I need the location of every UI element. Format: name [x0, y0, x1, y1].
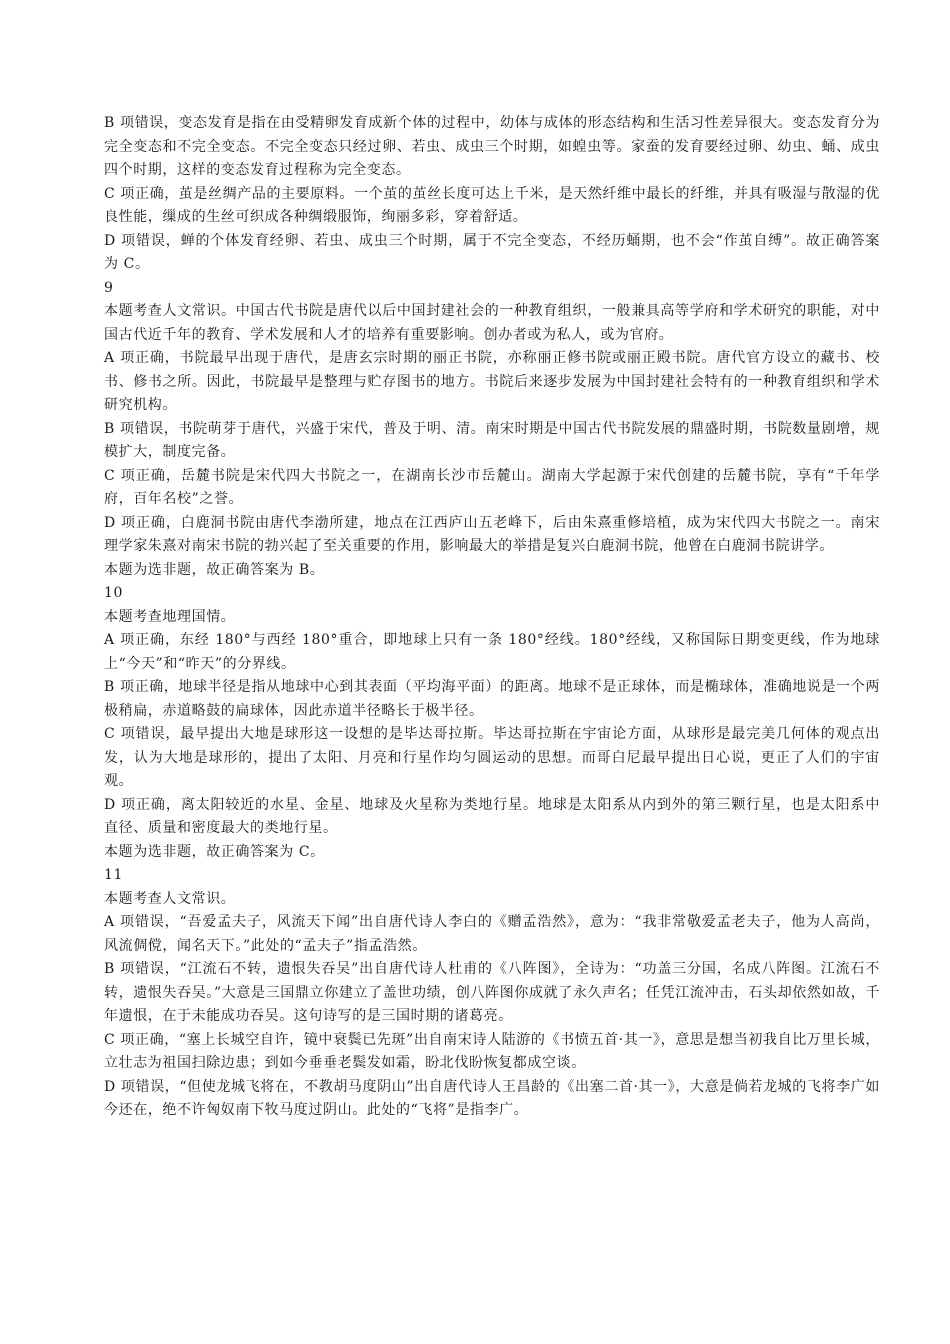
question-number-9: 9 [104, 279, 114, 296]
paragraph-q11-intro: 本题考查人文常识。 [104, 890, 236, 907]
paragraph-q11-c: C 项正确，“塞上长城空自许，镜中衰鬓已先斑”出自南宋诗人陆游的《书愤五首·其一》，意思是想当初我自比万里长城，立壮志为祖国扫除边患；到如今垂垂老鬓发如霜，盼北伐盼恢复都成空谈。 [104, 1031, 880, 1071]
paragraph-q11-b: B 项错误，“江流石不转，遗恨失吞吴”出自唐代诗人杜甫的《八阵图》，全诗为：“功盖三分国，名成八阵图。江流石不转，遗恨失吞吴。”大意是三国鼎立你建立了盖世功绩，创八阵图你成就了永久声名；任凭江流冲击，石头却依然如故，千年遗恨，在于未能成功吞吴。这句诗写的是三国时期的诸葛亮。 [104, 961, 880, 1024]
paragraph-q11-d: D 项错误，“但使龙城飞将在，不教胡马度阴山”出自唐代诗人王昌龄的《出塞二首·其一》，大意是倘若龙城的飞将李广如今还在，绝不许匈奴南下牧马度过阴山。此处的“飞将”是指李广。 [104, 1078, 880, 1118]
paragraph-q11-a: A 项错误，“吾爱孟夫子，风流天下闻”出自唐代诗人李白的《赠孟浩然》，意为：“我非常敬爱孟老夫子，他为人高尚，风流倜傥，闻名天下。”此处的“孟夫子”指孟浩然。 [104, 914, 880, 954]
paragraph-q10-d: D 项正确，离太阳较近的水星、金星、地球及火星称为类地行星。地球是太阳系从内到外的第三颗行星，也是太阳系中直径、质量和密度最大的类地行星。 [104, 796, 880, 836]
paragraph-q10-a: A 项正确，东经 180°与西经 180°重合，即地球上只有一条 180°经线。180°经线，又称国际日期变更线，作为地球上“今天”和“昨天”的分界线。 [104, 632, 880, 672]
paragraph-c-cocoon: C 项正确，茧是丝绸产品的主要原料。一个茧的茧丝长度可达上千米，是天然纤维中最长的纤维，并具有吸湿与散湿的优良性能，缫成的生丝可织成各种绸缎服饰，绚丽多彩，穿着舒适。 [104, 185, 880, 225]
paragraph-b-metamorphosis: B 项错误，变态发育是指在由受精卵发育成新个体的过程中，幼体与成体的形态结构和生活习性差异很大。变态发育分为完全变态和不完全变态。不完全变态只经过卵、若虫、成虫三个时期，如蝗虫等。家蚕的发育要经过卵、幼虫、蛹、成虫四个时期，这样的变态发育过程称为完全变态。 [104, 115, 880, 178]
paragraph-q9-c: C 项正确，岳麓书院是宋代四大书院之一，在湖南长沙市岳麓山。湖南大学起源于宋代创建的岳麓书院，享有“千年学府，百年名校”之誉。 [104, 467, 880, 507]
paragraph-d-cicada: D 项错误，蝉的个体发育经卵、若虫、成虫三个时期，属于不完全变态，不经历蛹期，也不会“作茧自缚”。故正确答案为 C。 [104, 232, 880, 272]
paragraph-q9-answer: 本题为选非题，故正确答案为 B。 [104, 561, 325, 578]
paragraph-q10-c: C 项错误，最早提出大地是球形这一设想的是毕达哥拉斯。毕达哥拉斯在宇宙论方面，从球形是最完美几何体的观点出发，认为大地是球形的，提出了太阳、月亮和行星作均匀圆运动的思想。而哥白尼最早提出日心说，更正了人们的宇宙观。 [104, 726, 880, 789]
paragraph-q9-d: D 项正确，白鹿洞书院由唐代李渤所建，地点在江西庐山五老峰下，后由朱熹重修培植，成为宋代四大书院之一。南宋理学家朱熹对南宋书院的勃兴起了至关重要的作用，影响最大的举措是复兴白鹿洞书院，他曾在白鹿洞书院讲学。 [104, 514, 880, 554]
question-number-10: 10 [104, 585, 124, 601]
paragraph-q9-b: B 项错误，书院萌芽于唐代，兴盛于宋代，普及于明、清。南宋时期是中国古代书院发展的鼎盛时期，书院数量剧增，规模扩大，制度完备。 [104, 420, 880, 460]
question-number-11: 11 [104, 867, 124, 883]
paragraph-q9-intro: 本题考查人文常识。中国古代书院是唐代以后中国封建社会的一种教育组织，一般兼具高等学府和学术研究的职能，对中国古代近千年的教育、学术发展和人才的培养有重要影响。创办者或为私人，或为官府。 [104, 303, 880, 343]
paragraph-q9-a: A 项正确，书院最早出现于唐代，是唐玄宗时期的丽正书院，亦称丽正修书院或丽正殿书院。唐代官方设立的藏书、校书、修书之所。因此，书院最早是整理与贮存图书的地方。书院后来逐步发展为中国封建社会特有的一种教育组织和学术研究机构。 [104, 350, 880, 413]
document-body [104, 112, 880, 1123]
paragraph-q10-intro: 本题考查地理国情。 [104, 608, 236, 625]
paragraph-q10-b: B 项正确，地球半径是指从地球中心到其表面（平均海平面）的距离。地球不是正球体，而是椭球体，准确地说是一个两极稍扁，赤道略鼓的扁球体，因此赤道半径略长于极半径。 [104, 679, 880, 719]
paragraph-q10-answer: 本题为选非题，故正确答案为 C。 [104, 843, 325, 860]
